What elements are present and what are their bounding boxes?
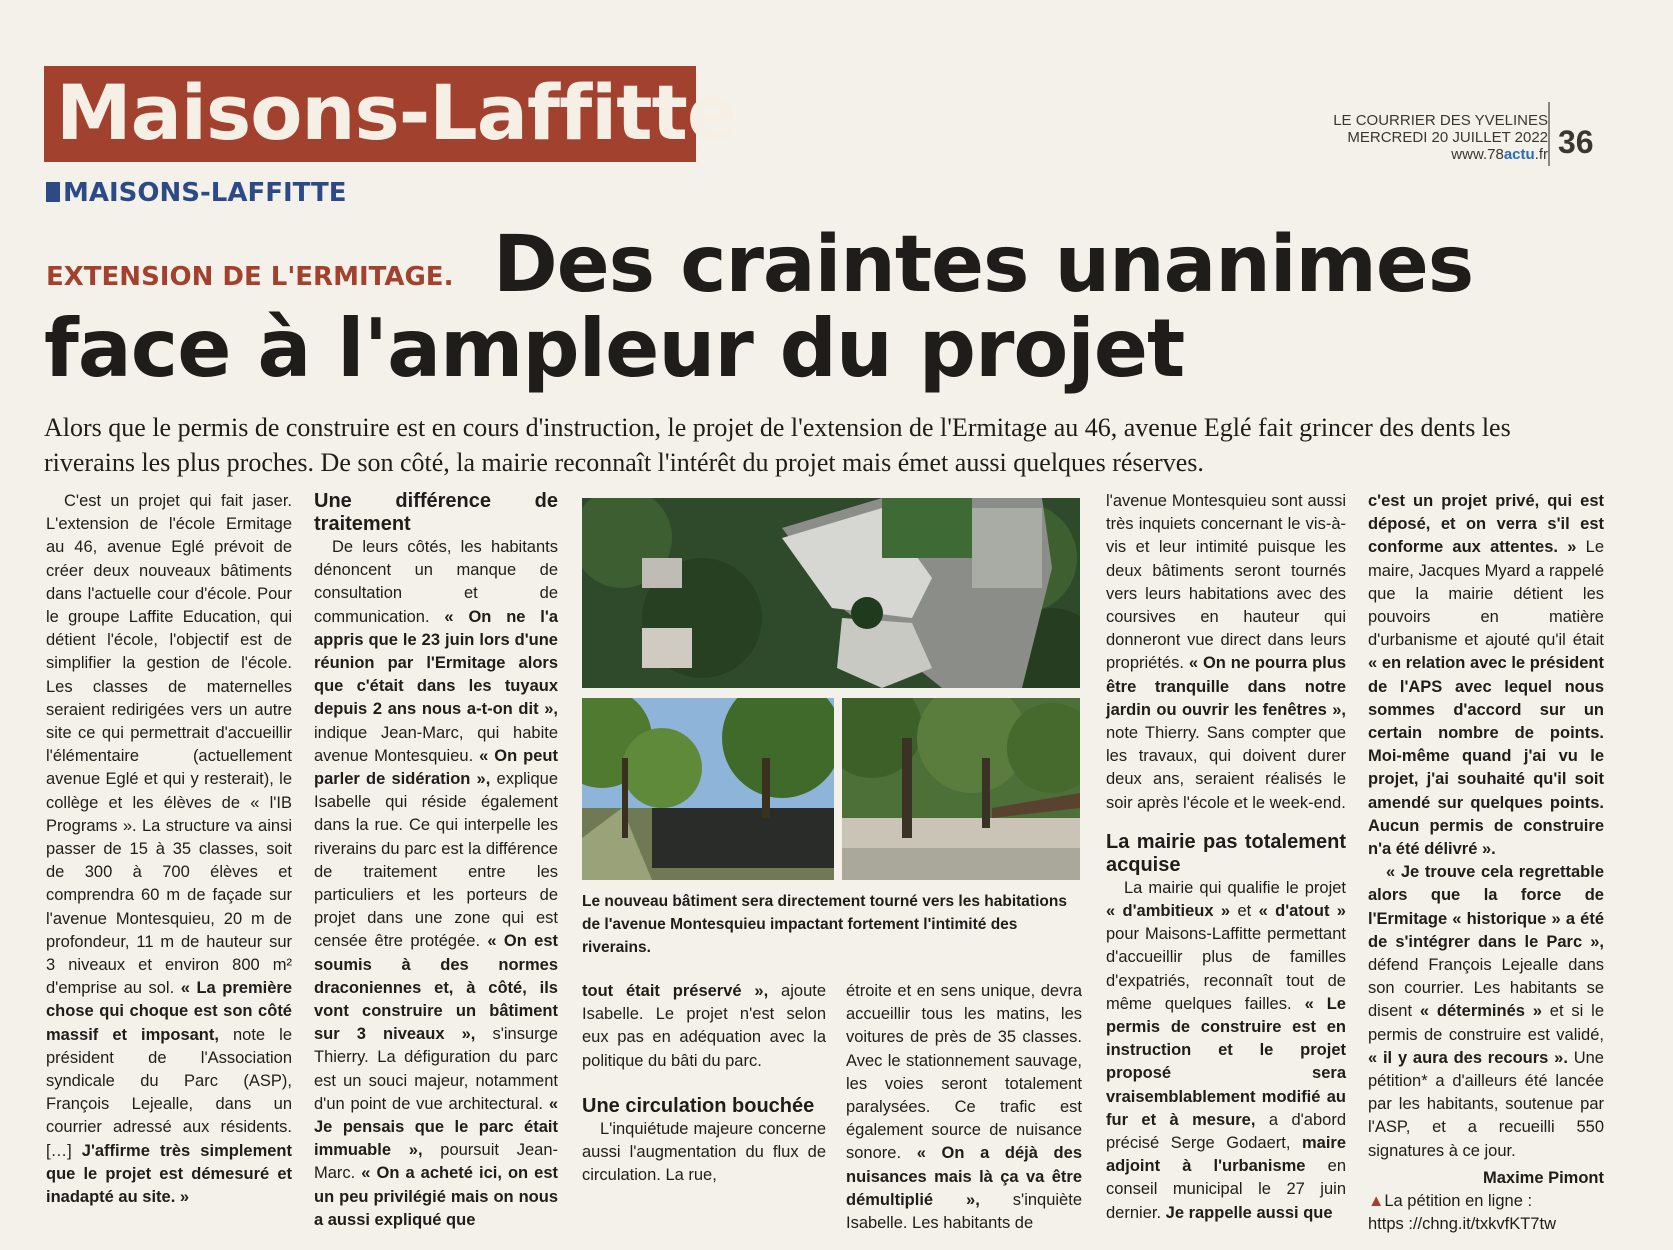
url-prefix: www.78 [1451,146,1504,163]
subheading-mairie: La mairie pas totalement acquise [1106,830,1346,876]
headline-line-2: face à l'ampleur du projet [44,302,1185,395]
page-number: 36 [1558,124,1594,160]
paper-date: MERCREDI 20 JUILLET 2022 [1347,129,1548,146]
courtyard-photo [842,698,1080,880]
subheading-difference: Une différence de traitement [314,490,558,535]
column-2 [314,490,558,1232]
column-1 [46,490,292,1209]
article-kicker: EXTENSION DE L'ERMITAGE. [46,262,454,292]
masthead-banner [44,66,738,162]
subheading-circulation: Une circulation bouchée [582,1094,815,1117]
aerial-photo [582,498,1080,688]
column-5 [1106,490,1346,1225]
article-lede: Alors que le permis de construire est en cours d'instruction, le projet de l'extension de l'Ermitage au 46, avenue Eglé fait grincer des dents les riverains les plus proches. De son côté, la mairie reconnaît l'intérêt du projet mais émet aussi quelques réserves. [44,413,1511,477]
paragraph: c'est un projet privé, qui est déposé, et on verra s'il est conforme aux attentes. » Le maire, Jacques Myard a rappelé que la mairie détient les pouvoirs en matière d'urbanisme et ajouté qu'il était « en relation avec le président de l'APS avec lequel nous sommes d'accord sur un certain nombre de points. Moi-même quand j'ai vu le projet, j'ai souhaité qu'il soit amendé sur quelques points. Aucun permis de construire n'a été délivré ». [1368,492,1604,859]
petition-url: https ://chng.it/txkvfKT7tw [1368,1215,1556,1234]
paragraph: L'inquiétude majeure concerne aussi l'augmentation du flux de circulation. La rue, [582,1119,826,1185]
triangle-icon: ▲ [1368,1192,1385,1211]
petition-note: ▲La pétition en ligne : https ://chng.it/txkvfKT7tw [1368,1192,1556,1234]
column-4 [846,980,1082,1235]
paragraph: tout était préservé », ajoute Isabelle. Le projet n'est selon eux pas en adéquation avec la politique du bâti du parc. [582,982,827,1070]
headline-line-1: Des craintes unanimes [493,220,1474,310]
section-square-icon [46,182,60,202]
paragraph: l'avenue Montesquieu sont aussi très inquiets concernant le vis-à-vis et leur intimité puisque les deux bâtiments seront tournés vers leurs habitations avec des coursives en hauteur qui donneront vue direct dans leurs propriétés. « On ne pourra plus être tranquille dans notre jardin ou ouvrir les fenêtres », note Thierry. Sans compter que les travaux, qui doivent durer deux ans, seraient réalisés le soir après l'école et le week-end. [1106,492,1346,812]
url-brand: actu [1503,146,1535,163]
paper-name: LE COURRIER DES YVELINES [1333,112,1548,129]
paragraph: C'est un projet qui fait jaser. L'extension de l'école Ermitage au 46, avenue Eglé prévoit de créer deux nouveaux bâtiments dans l'actuelle cour d'école. Pour le groupe Laffite Education, qui détient l'école, l'objectif est de simplifier la gestion de l'école. Les classes de maternelles seraient redirigées vers un autre site ce qui permettrait d'accueillir l'élémentaire (actuellement avenue Eglé et qui y resterait), le collège et les élèves de « l'IB Programs ». La structure va ainsi passer de 15 à 35 classes, soit de 300 à 700 élèves et comprendra 60 m de façade sur l'avenue Montesquieu, 20 m de profondeur, 11 m de hauteur sur 3 niveaux et environ 800 m² d'emprise au sol. « La première chose qui choque est son côté massif et imposant, note le président de l'Association syndicale du Parc (ASP), François Lejealle, dans un courrier adressé aux résidents. […] J'affirme très simplement que le projet est démesuré et inadapté au site. » [46,492,293,1207]
paper-url [1300,146,1548,163]
url-suffix: .fr [1534,146,1548,163]
photo-caption: Le nouveau bâtiment sera directement tourné vers les habitations de l'avenue Montesquieu impactant fortement l'intimité des riverains. [582,893,1067,956]
column-6 [1368,490,1604,1237]
street-photo [582,698,834,880]
info-divider [1548,102,1550,166]
paper-info [1300,112,1548,163]
masthead-city: Maisons-Laffitte [56,68,738,157]
paragraph: étroite et en sens unique, devra accueillir tous les matins, les voitures de près de 35 classes. Avec le stationnement sauvage, les voies seront totalement paralysées. Ce trafic est également source de nuisance sonore. « On a déjà des nuisances mais là ça va être démultiplié », s'inquiète Isabelle. Les habitants de [846,982,1082,1233]
section-tag [46,178,347,208]
paragraph: La mairie qui qualifie le projet « d'ambitieux » et « d'atout » pour Maisons-Laffitte permettant d'accueillir plus de familles d'expatriés, reconnaît tout de même quelques failles. « Le permis de construire est en instruction et le projet proposé sera vraisemblablement modifié au fur et à mesure, a d'abord précisé Serge Godaert, maire adjoint à l'urbanisme en conseil municipal le 27 juin dernier. Je rappelle aussi que [1106,878,1347,1222]
paragraph: « Je trouve cela regrettable alors que la force de l'Ermitage « historique » a été de s'intégrer dans le Parc », défend François Lejealle dans son courrier. Les habitants se disent « déterminés » et si le permis de construire est validé, « il y aura des recours ». Une pétition* a d'ailleurs été lancée par les habitants, soutenue par l'ASP, et a recueilli 550 signatures à ce jour. [1368,863,1604,1160]
author-signature: Maxime Pimont [1482,1168,1604,1187]
column-3 [582,980,826,1187]
section-label: MAISONS-LAFFITTE [63,178,347,208]
paragraph: De leurs côtés, les habitants dénoncent un manque de consultation et de communication. « On ne l'a appris que le 23 juin lors d'une réunion par l'Ermitage alors que c'était dans les tuyaux depuis 2 ans nous a-t-on dit », indique Jean-Marc, qui habite avenue Montesquieu. « On peut parler de sidération », explique Isabelle qui réside également dans la rue. Ce qui interpelle les riverains du parc est la différence de traitement entre les particuliers et les porteurs de projet dans une zone qui est censée être protégée. « On est soumis à des normes draconiennes et, à côté, ils vont construire un bâtiment sur 3 niveaux », s'insurge Thierry. La défiguration du parc est un souci majeur, notamment d'un point de vue architectural. « Je pensais que le parc était immuable », poursuit Jean-Marc. « On a acheté ici, on est un peu privilégié mais on nous a aussi expliqué que [314,538,559,1229]
